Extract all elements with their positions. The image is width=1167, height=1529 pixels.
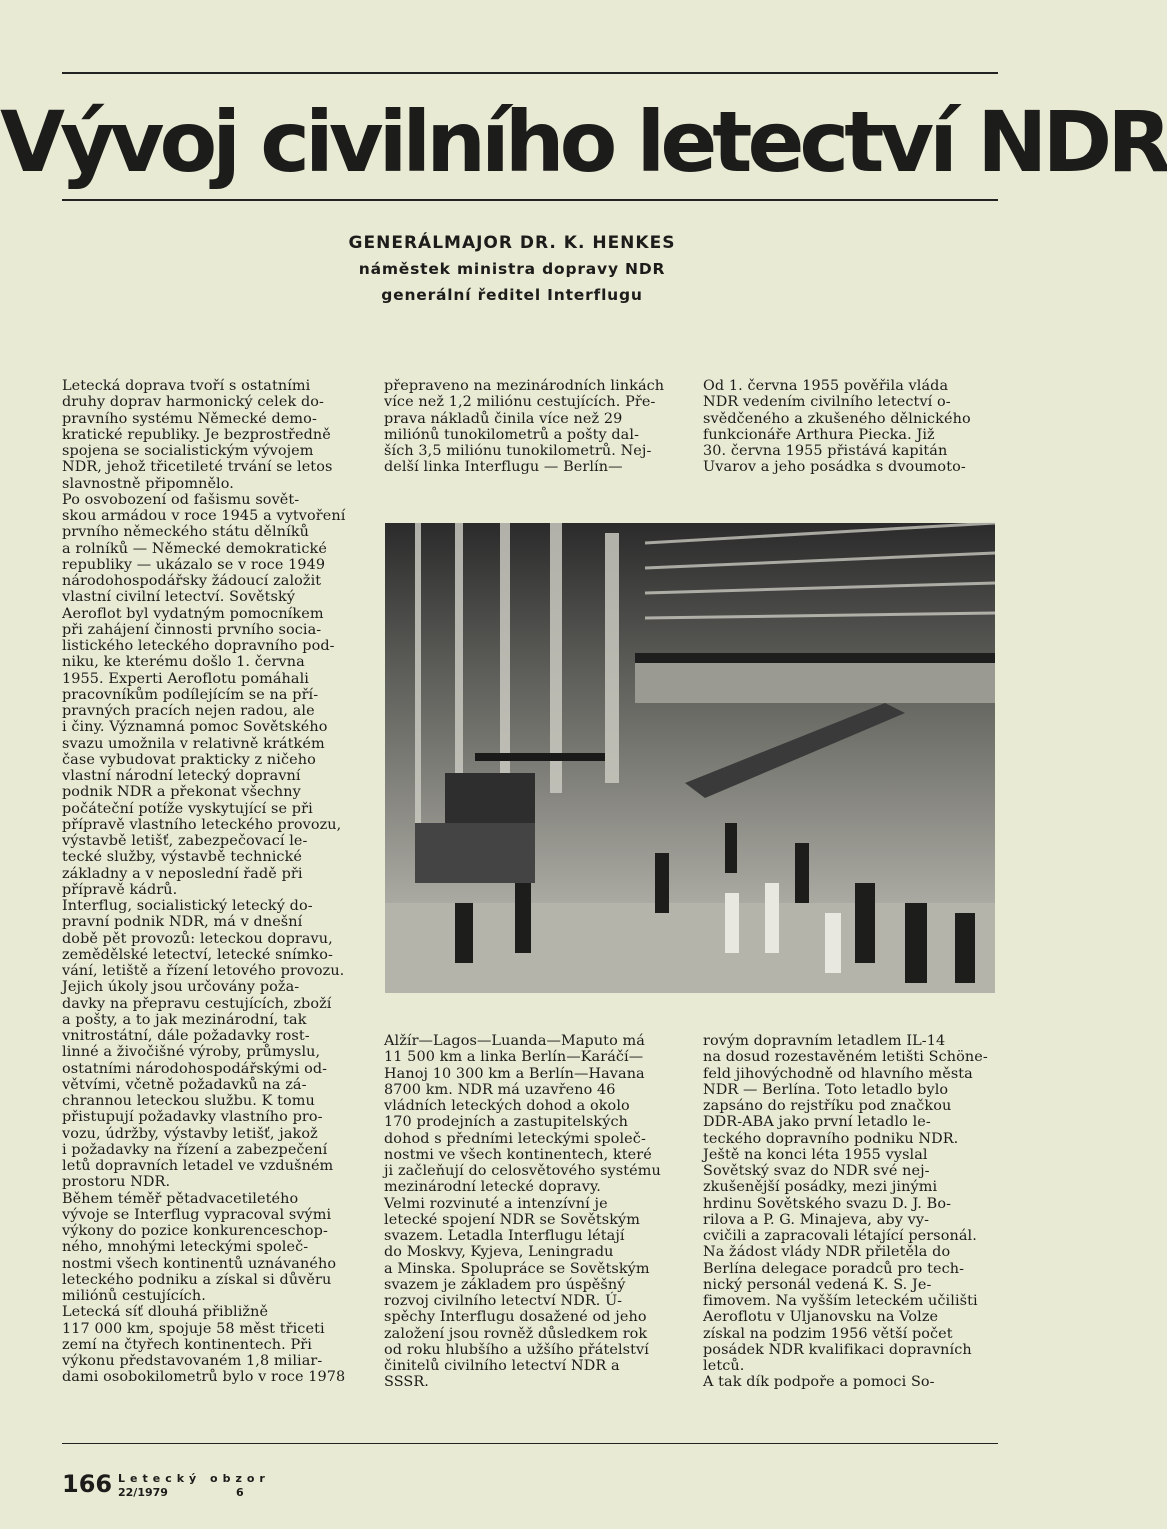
issue-number: 6 (236, 1486, 244, 1499)
column-right-top: Od 1. června 1955 pověřila vláda NDR vedením civilního letectví o- svědčeného a zkušeného dělnického funkcionáře Arthura Piecka. Již 30. června 1955 přistává kapitán Uvarov a jeho posádka s dvoumoto- (703, 378, 971, 476)
column-left: Letecká doprava tvoří s ostatními druhy doprav harmonický celek do- pravního systému Německé demo- kratické republiky. Je bezprostředně spojena se socialistickým vývojem NDR, jehož třicetileté trvání se letos slavnostně připomnělo. Po osvobození od fašismu sovět- skou armádou v roce 1945 a vytvoření prvního německého státu dělníků a rolníků — Německé demokratické republiky — ukázalo se v roce 1949 národohospodářsky žádoucí založit vlastní civilní letectví. Sovětský Aeroflot byl vydatným pomocníkem při zahájení činnosti prvního socia- listického leteckého dopravního pod- niku, ke kterému došlo 1. června 1955. Experti Aeroflotu pomáhali pracovníkům podílejícím se na pří- pravných pracích nejen radou, ale i činy. Významná pomoc Sovětského svazu umožnila v relativně krátkém čase vybudovat prakticky z ničeho vlastní národní letecký dopravní podnik NDR a překonat všechny počáteční potíže vyskytující se při přípravě vlastního leteckého provozu, výstavbě letišť, zabezpečovací le- tecké služby, výstavbě technické základny a v neposlední řadě při přípravě kádrů. Interflug, socialistický letecký do- pravní podnik NDR, má v dnešní době pět provozů: leteckou dopravu, zemědělské letectví, letecké snímko- vání, letiště a řízení letového provozu. Jejich úkoly jsou určovány poža- davky na přepravu cestujících, zboží a pošty, a to jak mezinárodní, tak vnitrostátní, dále požadavky rost- linné a živočišné výroby, průmyslu, ostatními národohospodářskými od- větvími, včetně požadavků na zá- chrannou leteckou službu. K tomu přistupují požadavky vlastního pro- vozu, údržby, výstavby letišť, jakož i požadavky na řízení a zabezpečení letů dopravních letadel ve vzdušném prostoru NDR. Během téměř pětadvacetiletého vývoje se Interflug vypracoval svými výkony do pozice konkurenceschop- ného, mnohými leteckými společ- nostmi všech kontinentů uznávaného leteckého podniku a získal si důvěru miliónů cestujících. Letecká síť dlouhá přibližně 117 000 km, spojuje 58 měst třiceti zemí na čtyřech kontinentech. Při výkonu představovaném 1,8 miliar- dami osobokilometrů bylo v roce 1978 (62, 378, 346, 1386)
column-middle-top: přepraveno na mezinárodních linkách více než 1,2 miliónu cestujících. Pře- prava nákladů činila více než 29 miliónů tunokilometrů a pošty dal- ších 3,5 miliónu tunokilometrů. Nej- delší linka Interflugu — Berlín— (384, 378, 665, 476)
author-role-2: generální ředitel Interflugu (381, 286, 643, 304)
author-role-1: náměstek ministra dopravy NDR (358, 260, 666, 278)
top-rule (62, 72, 998, 74)
author-name: GENERÁLMAJOR DR. K. HENKES (348, 233, 676, 253)
issue-label: 22/1979 (118, 1486, 168, 1499)
title-rule (62, 199, 998, 201)
footer-rule (62, 1443, 998, 1444)
column-middle-bottom: Alžír—Lagos—Luanda—Maputo má 11 500 km a linka Berlín—Karáčí— Hanoj 10 300 km a Berlín—Havana 8700 km. NDR má uzavřeno 46 vládních leteckých dohod a okolo 170 prodejních a zastupitelských dohod s předními leteckými společ- nostmi ve všech kontinentech, které ji začleňují do celosvětového systému mezinárodní letecké dopravy. Velmi rozvinuté a intenzívní je letecké spojení NDR se Sovětským svazem. Letadla Interflugu létají do Moskvy, Kyjeva, Leningradu a Minska. Spolupráce se Sovětským svazem je základem pro úspěšný rozvoj civilního letectví NDR. Ú- spěchy Interflugu dosažené od jeho založení jsou rovněž důsledkem rok od roku hlubšího a užšího přátelství činitelů civilního letectví NDR a SSSR. (384, 1033, 661, 1391)
article-title: Vývoj civilního letectví NDR (0, 93, 1167, 191)
airport-terminal-photo (385, 523, 995, 993)
page-number: 166 (62, 1470, 113, 1498)
column-right-bottom: rovým dopravním letadlem IL-14 na dosud rozestavěném letišti Schöne- feld jihovýchodně od hlavního města NDR — Berlína. Toto letadlo bylo zapsáno do rejstříku pod značkou DDR-ABA jako první letadlo le- teckého dopravního podniku NDR. Ještě na konci léta 1955 vyslal Sovětský svaz do NDR své nej- zkušenější posádky, mezi jinými hrdinu Sovětského svazu D. J. Bo- rilova a P. G. Minajeva, aby vy- cvičili a zapracovali létající personál. Na žádost vlády NDR přiletěla do Berlína delegace poradců pro tech- nický personál vedená K. S. Je- fimovem. Na vyšším leteckém učilišti Aeroflotu v Uljanovsku na Volze získal na podzim 1956 větší počet posádek NDR kvalifikaci dopravních letců. A tak dík podpoře a pomoci So- (703, 1033, 988, 1391)
magazine-name: Letecký obzor (118, 1472, 270, 1485)
